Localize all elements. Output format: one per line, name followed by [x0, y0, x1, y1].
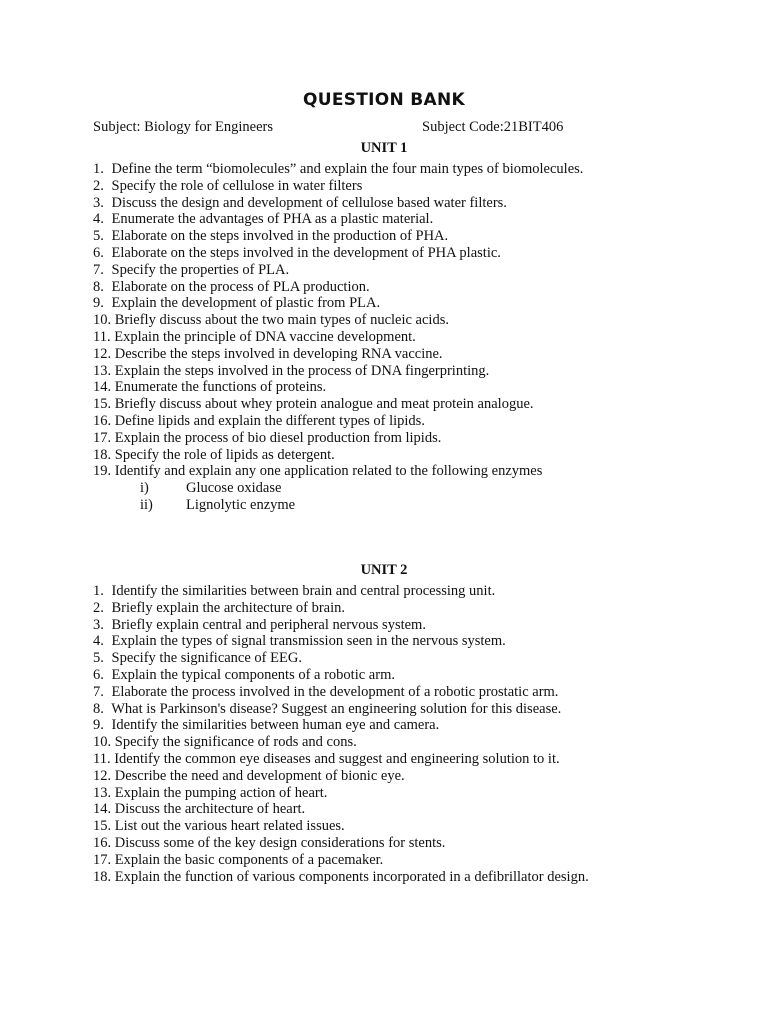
- unit1-heading: UNIT 1: [360, 140, 408, 156]
- question-item: [93, 667, 589, 684]
- question-number: 16.: [93, 412, 112, 429]
- question-number: 10.: [93, 312, 112, 329]
- question-number: 14.: [93, 379, 112, 396]
- question-item: [93, 161, 583, 178]
- question-text: Discuss the architecture of heart.: [114, 801, 306, 818]
- subject-name: Subject: Biology for Engineers: [93, 119, 274, 135]
- subitem-text: Glucose oxidase: [186, 480, 282, 496]
- question-item: [93, 650, 589, 667]
- question-text: Identify the common eye diseases and suggest and engineering solution to it.: [114, 750, 560, 767]
- question-item: [93, 346, 583, 363]
- question-text: Describe the need and development of bionic eye.: [114, 767, 405, 784]
- question-number: 4.: [93, 633, 104, 650]
- question-text: Discuss the design and development of cellulose based water filters.: [111, 194, 507, 211]
- question-number: 6.: [93, 666, 104, 683]
- question-number: 7.: [93, 683, 104, 700]
- question-item: [93, 633, 589, 650]
- question-number: 17.: [93, 851, 112, 868]
- question-text: Explain the function of various components incorporated in a defibrillator design.: [114, 868, 589, 885]
- question-item: [93, 463, 583, 480]
- question-text: Explain the typical components of a robotic arm.: [111, 666, 395, 683]
- question-text: Specify the significance of rods and cons.: [114, 734, 357, 751]
- subitem-text: Lignolytic enzyme: [186, 497, 296, 513]
- question-number: 10.: [93, 734, 112, 751]
- question-text: Explain the principle of DNA vaccine development.: [114, 328, 416, 345]
- question-item: [93, 379, 583, 396]
- question-number: 2.: [93, 599, 104, 616]
- question-text: Specify the significance of EEG.: [111, 650, 302, 667]
- question-text: Define lipids and explain the different types of lipids.: [114, 412, 425, 429]
- question-number: 1.: [93, 161, 104, 177]
- question-text: Identify the similarities between brain and central processing unit.: [111, 583, 496, 599]
- question-text: Elaborate on the steps involved in the production of PHA.: [111, 228, 449, 245]
- subject-code: Subject Code:21BIT406: [422, 119, 564, 135]
- question-item: [93, 869, 589, 886]
- question-text: Identify the similarities between human eye and camera.: [111, 717, 440, 734]
- question-number: 17.: [93, 429, 112, 446]
- question-number: 11.: [93, 750, 111, 767]
- question-text: Briefly explain central and peripheral nervous system.: [111, 616, 426, 633]
- question-number: 12.: [93, 767, 112, 784]
- question-number: 3.: [93, 194, 104, 211]
- question-number: 19.: [93, 463, 112, 480]
- question-text: Briefly discuss about whey protein analogue and meat protein analogue.: [114, 396, 534, 413]
- subject-line: [93, 119, 693, 137]
- question-text: Elaborate on the steps involved in the development of PHA plastic.: [111, 244, 501, 261]
- question-text: Define the term “biomolecules” and explain the four main types of biomolecules.: [111, 161, 584, 177]
- subitem-marker: i): [140, 480, 149, 496]
- question-number: 1.: [93, 583, 104, 599]
- question-item: [93, 228, 583, 245]
- question-item: [93, 363, 583, 380]
- question-item: [93, 701, 589, 718]
- question-text: Explain the process of bio diesel production from lipids.: [114, 429, 442, 446]
- question-text: Explain the steps involved in the process of DNA fingerprinting.: [114, 362, 490, 379]
- question-number: 18.: [93, 868, 112, 885]
- question-number: 3.: [93, 616, 104, 633]
- question-item: [93, 583, 589, 600]
- question-text: Briefly discuss about the two main types of nucleic acids.: [114, 312, 449, 329]
- question-item: [93, 717, 589, 734]
- question-item: [93, 430, 583, 447]
- question-item: [93, 195, 583, 212]
- question-text: Explain the pumping action of heart.: [114, 784, 328, 801]
- question-text: Explain the types of signal transmission seen in the nervous system.: [111, 633, 506, 650]
- question-item: [93, 447, 583, 464]
- question-text: What is Parkinson's disease? Suggest an engineering solution for this disease.: [111, 700, 562, 717]
- question-item: [93, 600, 589, 617]
- question-item: [93, 801, 589, 818]
- question-number: 5.: [93, 228, 104, 245]
- question-text: Specify the properties of PLA.: [111, 261, 290, 278]
- question-item: [93, 768, 589, 785]
- question-text: Specify the role of cellulose in water filters: [111, 177, 363, 194]
- question-item: [93, 818, 589, 835]
- question-item: [93, 295, 583, 312]
- question-number: 15.: [93, 396, 112, 413]
- unit2-question-list: [93, 583, 589, 885]
- question-text: Explain the basic components of a pacemaker.: [114, 851, 384, 868]
- question-number: 13.: [93, 784, 112, 801]
- question-text: Discuss some of the key design considerations for stents.: [114, 834, 446, 851]
- question-number: 2.: [93, 177, 104, 194]
- question-text: Briefly explain the architecture of brain.: [111, 599, 346, 616]
- unit1-question-list: [93, 161, 583, 480]
- question-item: [93, 329, 583, 346]
- question-number: 16.: [93, 834, 112, 851]
- question-item: [93, 617, 589, 634]
- question-number: 4.: [93, 211, 104, 228]
- question-text: List out the various heart related issues.: [114, 818, 345, 835]
- question-text: Specify the role of lipids as detergent.: [114, 446, 335, 463]
- question-text: Elaborate on the process of PLA production.: [111, 278, 370, 295]
- question-number: 8.: [93, 700, 104, 717]
- question-text: Enumerate the advantages of PHA as a plastic material.: [111, 211, 434, 228]
- page-title: QUESTION BANK: [302, 90, 466, 110]
- question-text: Explain the development of plastic from PLA.: [111, 295, 381, 312]
- question-item: [93, 751, 589, 768]
- question-item: [93, 835, 589, 852]
- question-item: [93, 211, 583, 228]
- question-item: [93, 262, 583, 279]
- question-item: [93, 734, 589, 751]
- question-item: [93, 785, 589, 802]
- question-number: 5.: [93, 650, 104, 667]
- question-number: 12.: [93, 345, 112, 362]
- question-number: 8.: [93, 278, 104, 295]
- question-item: [93, 852, 589, 869]
- question-number: 14.: [93, 801, 112, 818]
- question-number: 9.: [93, 717, 104, 734]
- question-item: [93, 245, 583, 262]
- question-number: 18.: [93, 446, 112, 463]
- question-item: [93, 279, 583, 296]
- question-item: [93, 178, 583, 195]
- subitem-marker: ii): [140, 497, 153, 513]
- question-item: [93, 396, 583, 413]
- question-item: [93, 312, 583, 329]
- question-text: Describe the steps involved in developing RNA vaccine.: [114, 345, 443, 362]
- question-number: 6.: [93, 244, 104, 261]
- question-text: Enumerate the functions of proteins.: [114, 379, 327, 396]
- question-text: Elaborate the process involved in the development of a robotic prostatic arm.: [111, 683, 559, 700]
- question-number: 13.: [93, 362, 112, 379]
- question-text: Identify and explain any one application related to the following enzymes: [114, 463, 543, 480]
- question-item: [93, 413, 583, 430]
- question-number: 15.: [93, 818, 112, 835]
- unit2-heading: UNIT 2: [360, 562, 408, 578]
- question-number: 11.: [93, 328, 111, 345]
- question-number: 7.: [93, 261, 104, 278]
- question-number: 9.: [93, 295, 104, 312]
- question-item: [93, 684, 589, 701]
